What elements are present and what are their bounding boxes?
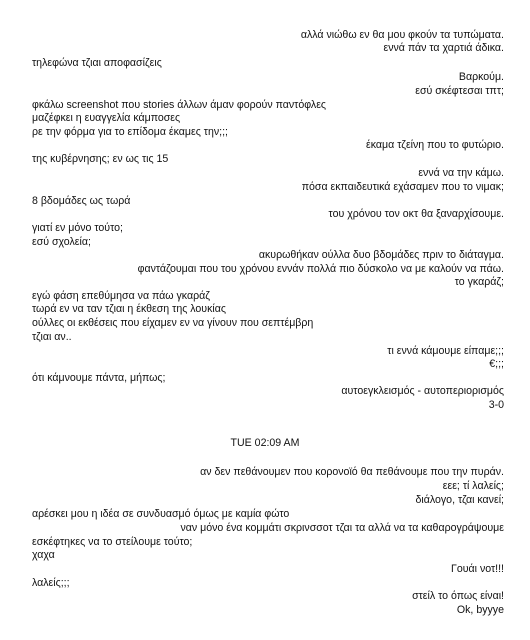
message-outgoing: 3-0	[488, 399, 504, 411]
message-incoming: ρε την φόρμα για το επίδομα έκαμες την;;;	[32, 126, 228, 138]
message-outgoing: στείλ το όπως είναι!	[412, 590, 504, 602]
message-incoming: 8 βδομάδες ως τωρά	[32, 195, 131, 207]
message-outgoing: του χρόνου τον οκτ θα ξαναρχίσουμε.	[328, 208, 504, 220]
message-outgoing: Γουάι νοτ!!!	[451, 563, 504, 575]
message-incoming: γιατί εν μόνο τούτο;	[32, 222, 123, 234]
message-outgoing: €;;;	[489, 358, 504, 370]
message-incoming: ότι κάμνουμε πάντα, μήπως;	[32, 372, 166, 384]
timestamp: TUE 02:09 AM	[230, 437, 300, 449]
message-outgoing: αλλά νιώθω εν θα μου φκούν τα τυπώματα.	[300, 29, 504, 41]
message-incoming: τζιαι αν..	[32, 331, 72, 343]
message-outgoing: αν δεν πεθάνουμεν που κορονοϊό θα πεθάνουμε που την πυράν.	[200, 466, 504, 478]
message-incoming: εσύ σχολεία;	[32, 236, 91, 248]
message-outgoing: ναν μόνο ένα κομμάτι σκρινσσοτ τζαι τα αλλά να τα καθαρογράψουμε	[180, 522, 504, 534]
message-incoming: εγώ φάση επεθύμησα να πάω γκαράζ	[32, 290, 210, 302]
message-outgoing: πόσα εκπαιδευτικά εχάσαμεν που το νιμακ;	[301, 181, 504, 193]
message-incoming: εσκέφτηκες να το στείλουμε τούτο;	[32, 536, 193, 548]
message-outgoing: εννά πάν τα χαρτιά άδικα.	[383, 42, 504, 54]
message-incoming: τηλεφώνα τζιαι αποφασίζεις	[32, 57, 162, 69]
message-outgoing: εεε; τί λαλείς;	[442, 480, 504, 492]
message-incoming: τωρά εν να ταν τζιαι η έκθεση της λουκίας	[32, 303, 226, 315]
message-outgoing: ακυρωθήκαν ούλλα δυο βδομάδες πριν το διάταγμα.	[258, 249, 504, 261]
message-incoming: λαλείς;;;	[32, 577, 70, 589]
message-incoming: αρέσκει μου η ιδέα σε συνδυασμό όμως με καμία φώτο	[32, 508, 290, 520]
message-outgoing: φαντάζουμαι που του χρόνου εννάν πολλά πιο δύσκολο να με καλούν να πάω.	[137, 263, 504, 275]
message-outgoing: αυτοεγκλεισμός - αυτοπεριορισμός	[341, 385, 504, 397]
message-incoming: ούλλες οι εκθέσεις που είχαμεν εν να γίνουν που σεπτέμβρη	[32, 317, 314, 329]
message-outgoing: εννά να την κάμω.	[418, 167, 504, 179]
message-incoming: χαχα	[32, 549, 55, 561]
message-outgoing: το γκαράζ;	[454, 276, 504, 288]
message-incoming: της κυβέρνησης; εν ως τις 15	[32, 153, 169, 165]
message-outgoing: τι εννά κάμουμε είπαμε;;;	[387, 345, 504, 357]
message-incoming: μαζέφκει η ευαγγελία κάμποσες	[32, 112, 181, 124]
message-outgoing: Ok, byyye	[456, 604, 504, 616]
message-outgoing: εσύ σκέφτεσαι τπτ;	[415, 85, 504, 97]
message-incoming: φκάλω screenshot που stories άλλων άμαν φορούν παντόφλες	[32, 99, 327, 111]
message-outgoing: διάλογο, τζαι κανεί;	[415, 494, 504, 506]
message-outgoing: έκαμα τζείνη που το φυτώριο.	[366, 139, 504, 151]
message-outgoing: Βαρκούμ.	[458, 71, 504, 83]
